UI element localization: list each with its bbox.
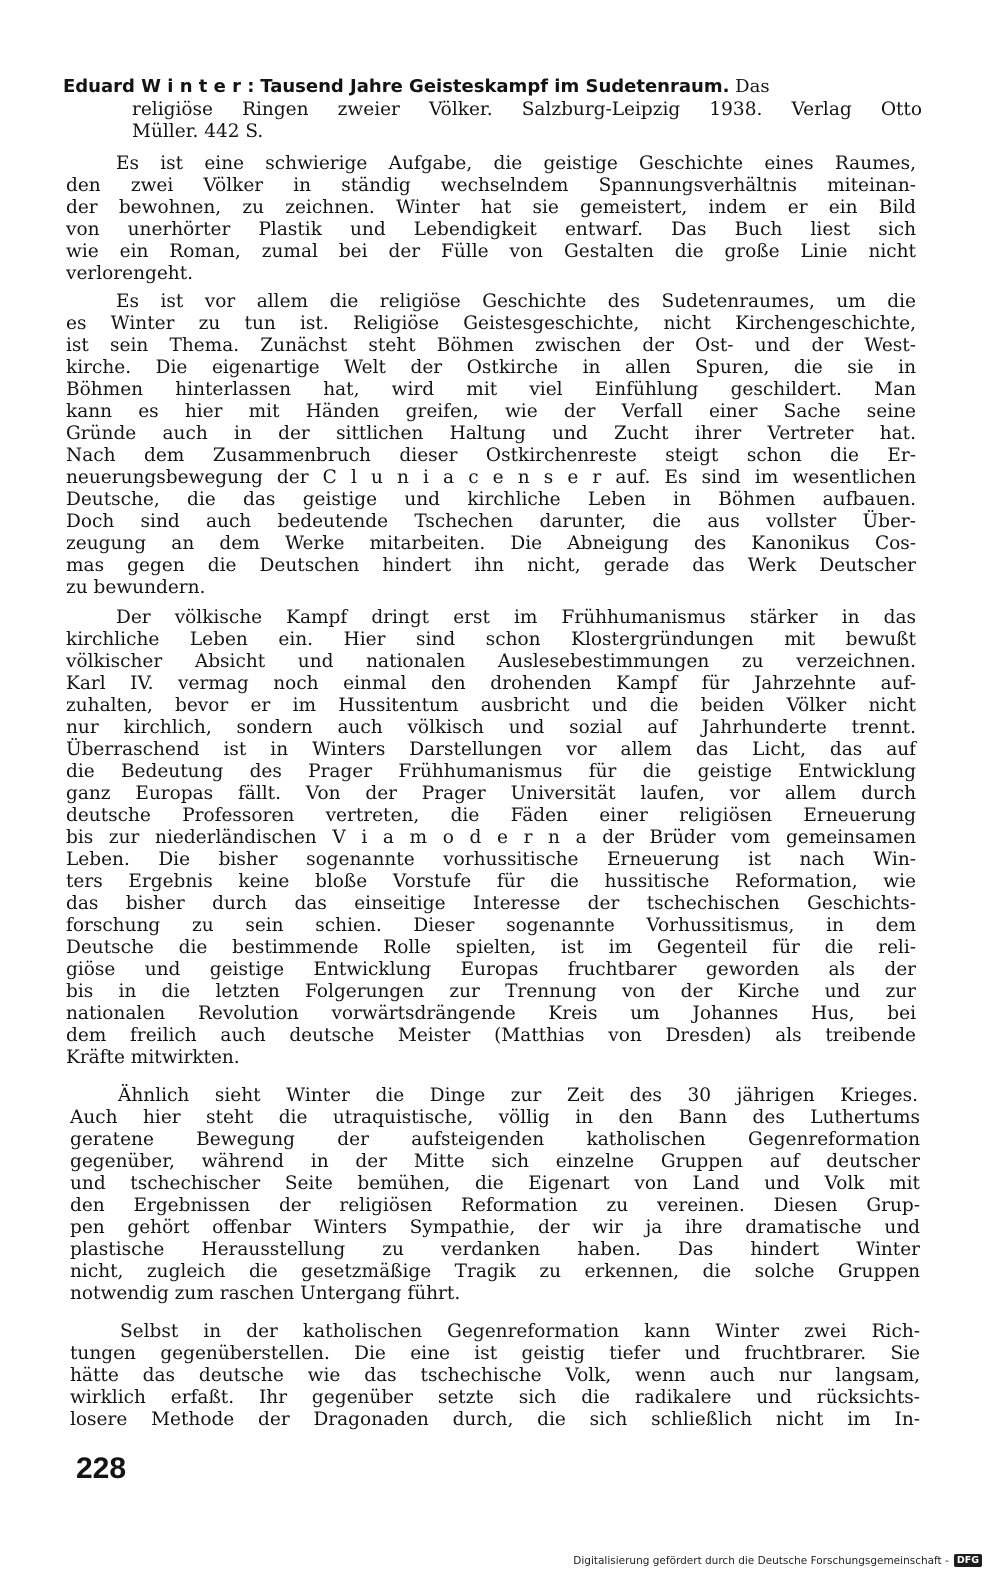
- text-line: religiöse Ringen zweier Völker. Salzburg-Leipzig 1938. Verlag Otto: [132, 99, 922, 120]
- text-line: nationalen Revolution vorwärtsdrängende Kreis um Johannes Hus, bei: [66, 1003, 916, 1024]
- dfg-logo-icon: DFG: [954, 1554, 982, 1567]
- text-line: bis zur niederländischen V i a m o d e r n a der Brüder vom gemeinsamen: [66, 827, 916, 848]
- text-line: Es ist eine schwierige Aufgabe, die geistige Geschichte eines Raumes,: [116, 153, 916, 174]
- text-line: und tschechischer Seite bemühen, die Eigenart von Land und Volk mit: [70, 1173, 920, 1194]
- text-line: Müller. 442 S.: [132, 121, 264, 142]
- text-line: nicht, zugleich die gesetzmäßige Tragik zu erkennen, die solche Gruppen: [70, 1261, 920, 1282]
- text-line: Kräfte mitwirkten.: [66, 1047, 240, 1068]
- review-heading: [63, 76, 923, 98]
- text-line: verlorengeht.: [66, 263, 194, 284]
- text-line: losere Methode der Dragonaden durch, die sich schließlich nicht im In-: [70, 1409, 920, 1430]
- text-line: Karl IV. vermag noch einmal den drohenden Kampf für Jahrzehnte auf-: [66, 673, 916, 694]
- text-line: Selbst in der katholischen Gegenreformation kann Winter zwei Rich-: [120, 1321, 920, 1342]
- text-line: pen gehört offenbar Winters Sympathie, der wir ja ihre dramatische und: [70, 1217, 920, 1238]
- text-line: kirche. Die eigenartige Welt der Ostkirche in allen Spuren, die sie in: [66, 357, 916, 378]
- text-line: ters Ergebnis keine bloße Vorstufe für die hussitische Reformation, wie: [66, 871, 916, 892]
- text-line: völkischer Absicht und nationalen Auslesebestimmungen zu verzeichnen.: [66, 651, 916, 672]
- text-line: der bewohnen, zu zeichnen. Winter hat sie gemeistert, indem er ein Bild: [66, 197, 916, 218]
- text-line: Böhmen hinterlassen hat, wird mit viel Einfühlung geschildert. Man: [66, 379, 916, 400]
- text-line: den zwei Völker in ständig wechselndem Spannungsverhältnis miteinan-: [66, 175, 916, 196]
- text-line: wirklich erfaßt. Ihr gegenüber setzte sich die radikalere und rücksichts-: [70, 1387, 920, 1408]
- text-line: dem freilich auch deutsche Meister (Matthias von Dresden) als treibende: [66, 1025, 916, 1046]
- text-line: mas gegen die Deutschen hindert ihn nicht, gerade das Werk Deutscher: [66, 555, 916, 576]
- text-line: plastische Herausstellung zu verdanken haben. Das hindert Winter: [70, 1239, 920, 1260]
- page-number: 228: [76, 1452, 127, 1485]
- text-line: die Bedeutung des Prager Frühhumanismus für die geistige Entwicklung: [66, 761, 916, 782]
- text-line: giöse und geistige Entwicklung Europas fruchtbarer geworden als der: [66, 959, 916, 980]
- text-line: geratene Bewegung der aufsteigenden katholischen Gegenreformation: [70, 1129, 920, 1150]
- review-author: Eduard W i n t e r :: [63, 76, 255, 97]
- text-line: von unerhörter Plastik und Lebendigkeit entwarf. Das Buch liest sich: [66, 219, 916, 240]
- text-line: tungen gegenüberstellen. Die eine ist geistig tiefer und fruchtbrarer. Sie: [70, 1343, 920, 1364]
- text-line: Nach dem Zusammenbruch dieser Ostkirchenreste steigt schon die Er-: [66, 445, 916, 466]
- text-line: forschung zu sein schien. Dieser sogenannte Vorhussitismus, in dem: [66, 915, 916, 936]
- text-line: gegenüber, während in der Mitte sich einzelne Gruppen auf deutscher: [70, 1151, 920, 1172]
- text-line: ist sein Thema. Zunächst steht Böhmen zwischen der Ost- und der West-: [66, 335, 916, 356]
- text-line: Ähnlich sieht Winter die Dinge zur Zeit des 30 jährigen Krieges.: [118, 1085, 918, 1106]
- text-line: kirchliche Leben ein. Hier sind schon Klostergründungen mit bewußt: [66, 629, 916, 650]
- review-book-title: Tausend Jahre Geisteskampf im Sudetenraum.: [260, 76, 730, 97]
- text-line: den Ergebnissen der religiösen Reformation zu vereinen. Diesen Grup-: [70, 1195, 920, 1216]
- text-line: neuerungsbewegung der C l u n i a c e n s e r auf. Es sind im wesentlichen: [66, 467, 916, 488]
- text-line: notwendig zum raschen Untergang führt.: [70, 1283, 461, 1304]
- text-line: nur kirchlich, sondern auch völkisch und sozial auf Jahrhunderte trennt.: [66, 717, 916, 738]
- text-line: Deutsche, die das geistige und kirchliche Leben in Böhmen aufbauen.: [66, 489, 916, 510]
- text-line: wie ein Roman, zumal bei der Fülle von Gestalten die große Linie nicht: [66, 241, 916, 262]
- text-line: Auch hier steht die utraquistische, völlig in den Bann des Luthertums: [70, 1107, 920, 1128]
- text-line: es Winter zu tun ist. Religiöse Geistesgeschichte, nicht Kirchengeschichte,: [66, 313, 916, 334]
- text-line: Überraschend ist in Winters Darstellungen vor allem das Licht, das auf: [66, 739, 916, 760]
- text-line: Der völkische Kampf dringt erst im Frühhumanismus stärker in das: [116, 607, 916, 628]
- footer-text: Digitalisierung gefördert durch die Deutsche Forschungsgemeinschaft -: [573, 1554, 949, 1567]
- text-line: Gründe auch in der sittlichen Haltung und Zucht ihrer Vertreter hat.: [66, 423, 916, 444]
- text-line: zu bewundern.: [66, 577, 206, 598]
- footer-credit: [573, 1554, 982, 1567]
- text-line: Es ist vor allem die religiöse Geschichte des Sudetenraumes, um die: [116, 291, 916, 312]
- text-line: das bisher durch das einseitige Interesse der tschechischen Geschichts-: [66, 893, 916, 914]
- text-line: Deutsche die bestimmende Rolle spielten, ist im Gegenteil für die reli-: [66, 937, 916, 958]
- text-line: ganz Europas fällt. Von der Prager Universität laufen, vor allem durch: [66, 783, 916, 804]
- text-line: zeugung an dem Werke mitarbeiten. Die Abneigung des Kanonikus Cos-: [66, 533, 916, 554]
- text-line: Leben. Die bisher sogenannte vorhussitische Erneuerung ist nach Win-: [66, 849, 916, 870]
- text-line: bis in die letzten Folgerungen zur Trennung von der Kirche und zur: [66, 981, 916, 1002]
- text-line: Doch sind auch bedeutende Tschechen darunter, die aus vollster Über-: [66, 511, 916, 532]
- review-heading-rest: Das: [735, 76, 770, 97]
- text-line: hätte das deutsche wie das tschechische Volk, wenn auch nur langsam,: [70, 1365, 920, 1386]
- text-line: zuhalten, bevor er im Hussitentum ausbricht und die beiden Völker nicht: [66, 695, 916, 716]
- text-line: deutsche Professoren vertreten, die Fäden einer religiösen Erneuerung: [66, 805, 916, 826]
- text-line: kann es hier mit Händen greifen, wie der Verfall einer Sache seine: [66, 401, 916, 422]
